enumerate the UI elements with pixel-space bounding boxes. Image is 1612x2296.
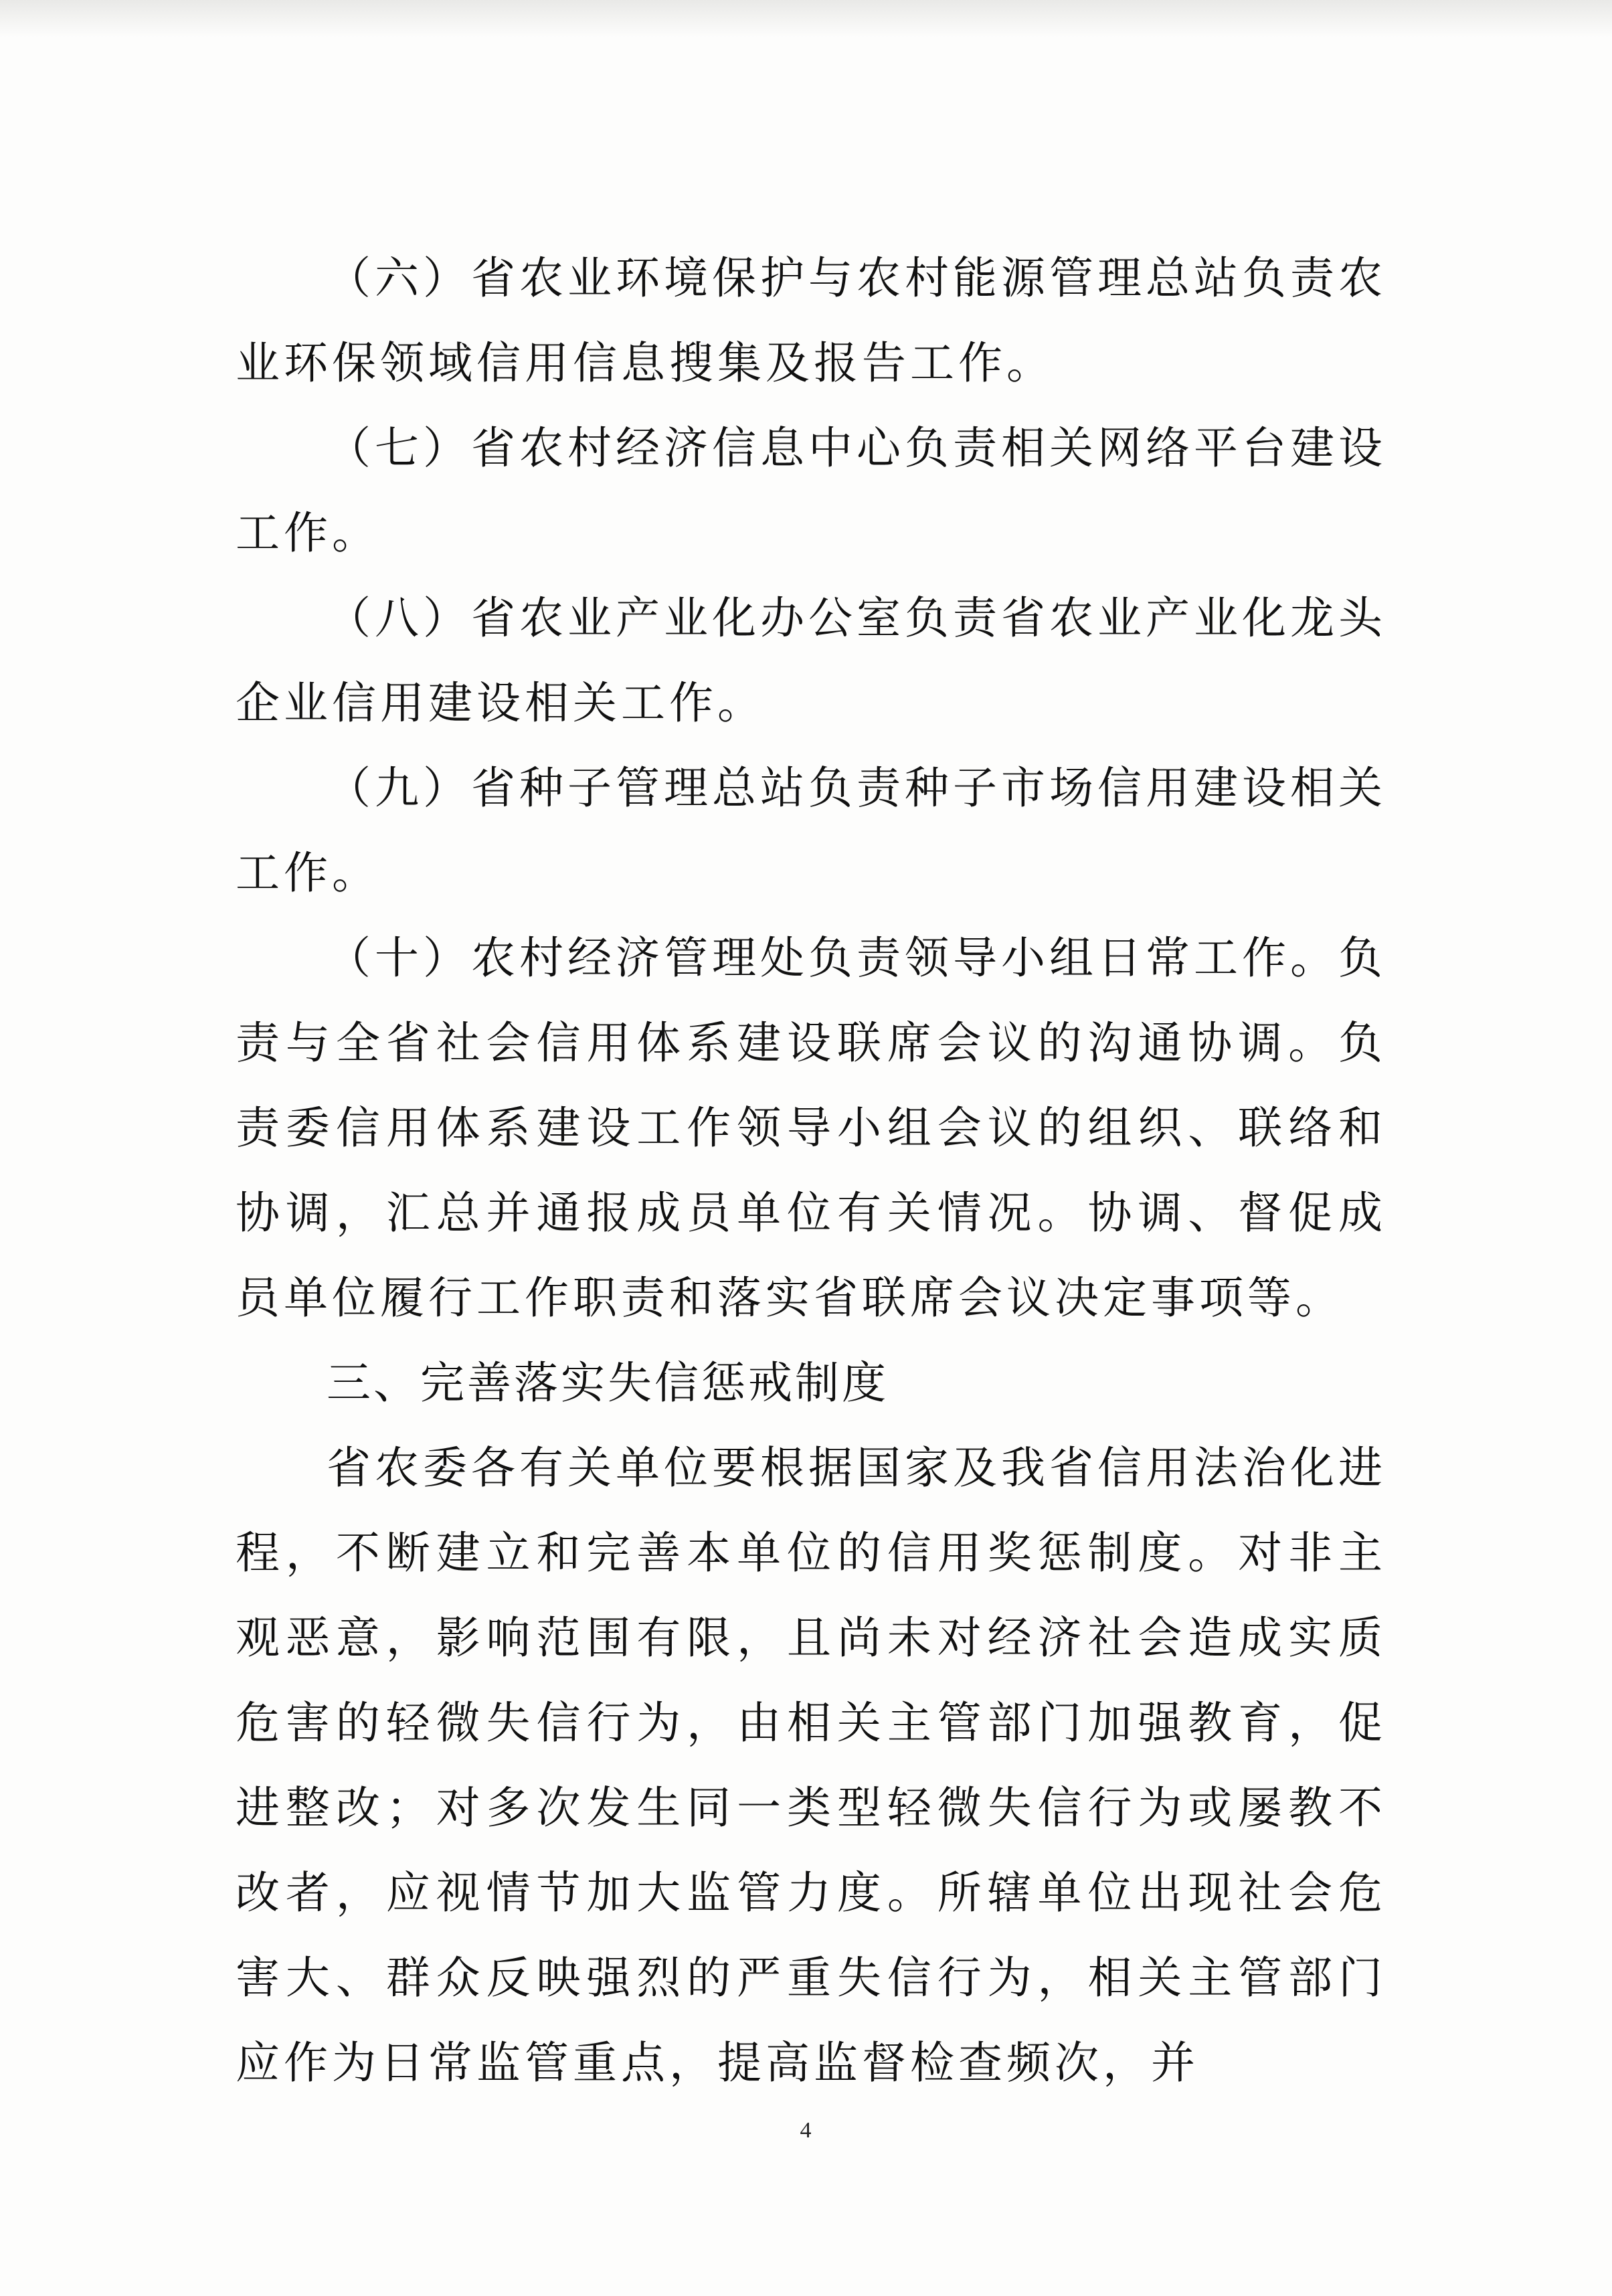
page-number: 4: [800, 2118, 812, 2143]
paragraph-item-7: （七）省农村经济信息中心负责相关网络平台建设工作。: [236, 422, 1386, 559]
scan-edge-shadow: [0, 0, 1612, 37]
paragraph-item-9: （九）省种子管理总站负责种子市场信用建设相关工作。: [236, 762, 1386, 899]
document-body: [236, 236, 1386, 2105]
paragraph-item-8: （八）省农业产业化办公室负责省农业产业化龙头企业信用建设相关工作。: [236, 592, 1386, 729]
paragraph-item-6: （六）省农业环境保护与农村能源管理总站负责农业环保领域信用信息搜集及报告工作。: [236, 252, 1386, 389]
closing-paragraph: 省农委各有关单位要根据国家及我省信用法治化进程，不断建立和完善本单位的信用奖惩制度。对非主观恶意，影响范围有限，且尚未对经济社会造成实质危害的轻微失信行为，由相关主管部门加强教育，促进整改；对多次发生同一类型轻微失信行为或屡教不改者，应视情节加大监管力度。所辖单位出现社会危害大、群众反映强烈的严重失信行为，相关主管部门应作为日常监管重点，提高监督检查频次，并: [236, 1442, 1386, 2089]
paragraph-item-10: （十）农村经济管理处负责领导小组日常工作。负责与全省社会信用体系建设联席会议的沟通协调。负责委信用体系建设工作领导小组会议的组织、联络和协调，汇总并通报成员单位有关情况。协调、督促成员单位履行工作职责和落实省联席会议决定事项等。: [236, 932, 1386, 1324]
section-heading: 三、完善落实失信惩戒制度: [327, 1357, 889, 1409]
